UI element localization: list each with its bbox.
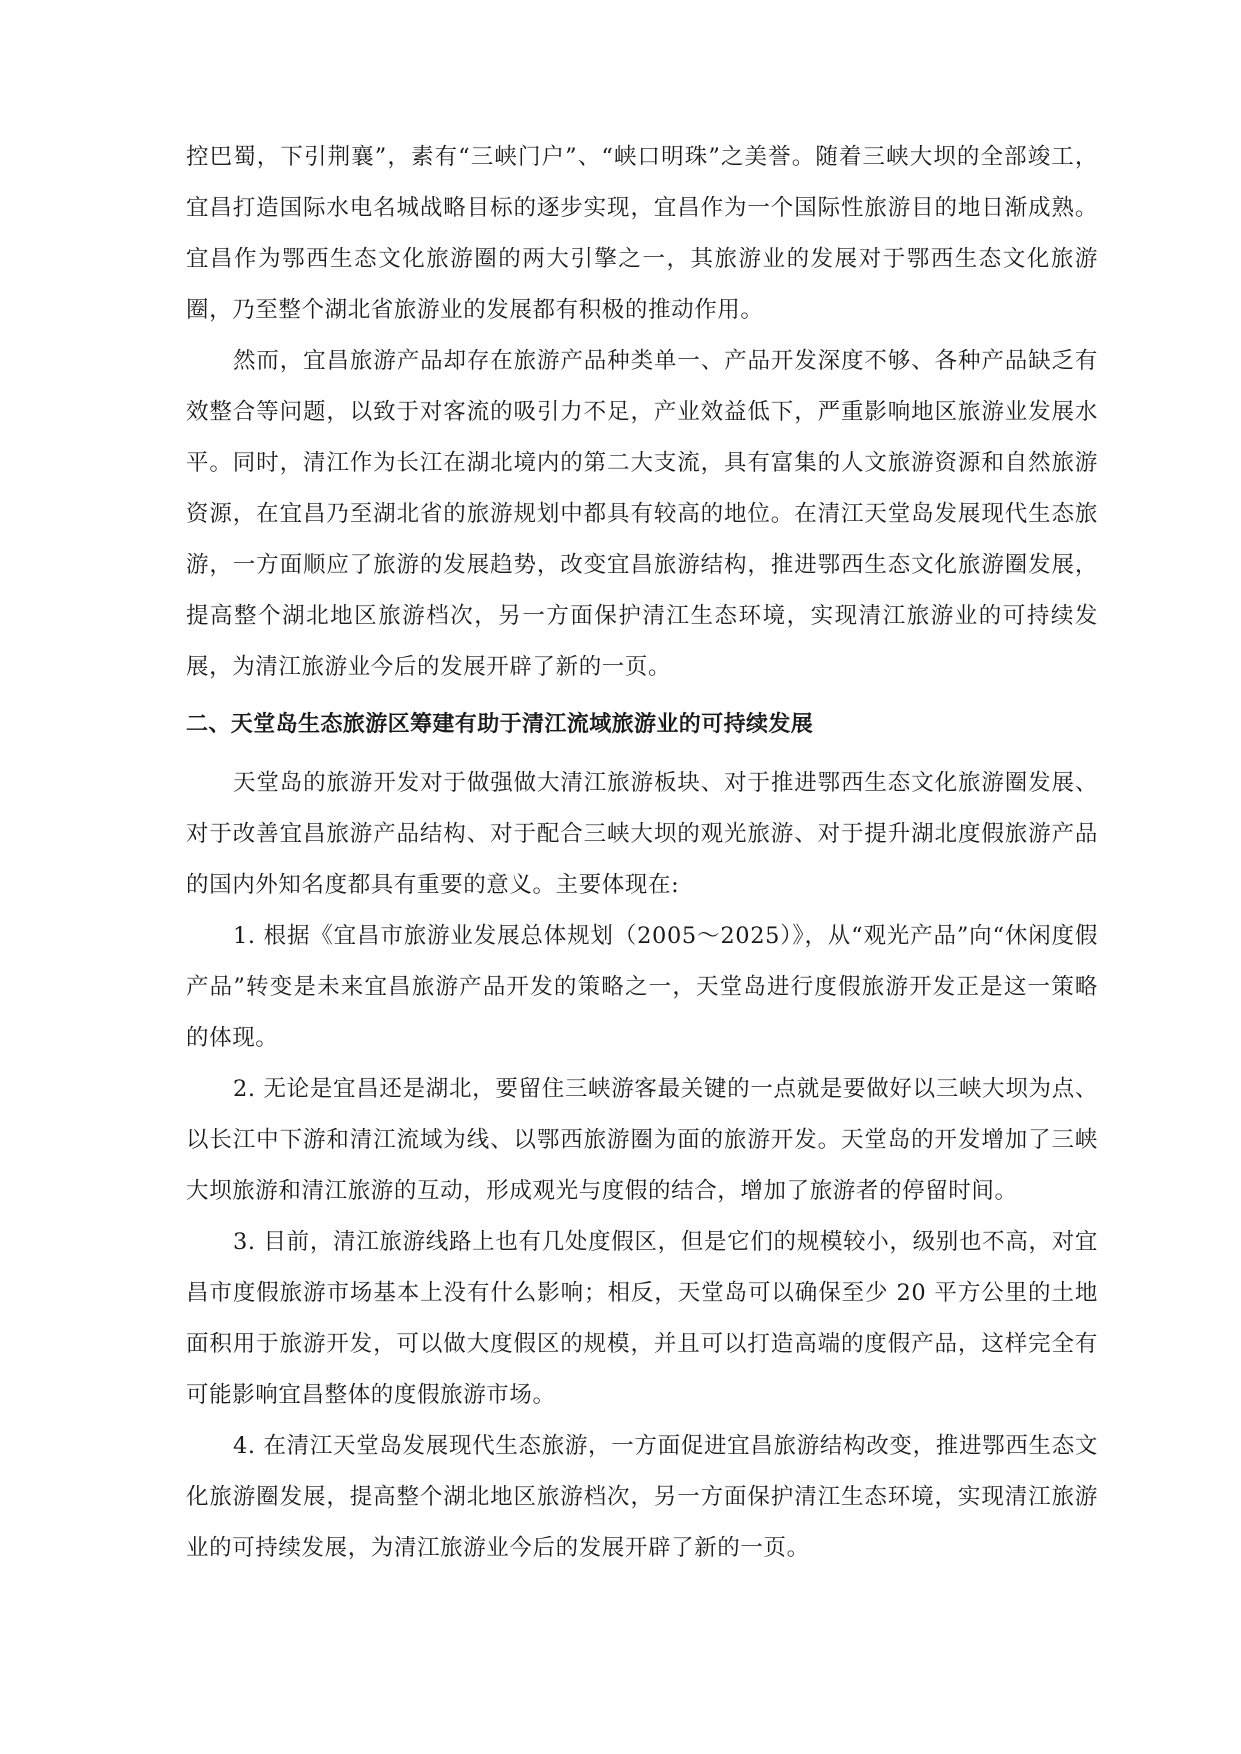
paragraph-intro: 天堂岛的旅游开发对于做强做大清江旅游板块、对于推进鄂西生态文化旅游圈发展、对于改善宜昌旅游产品结构、对于配合三峡大坝的观光旅游、对于提升湖北度假旅游产品的国内外知名度都具有重要的意义。主要体现在: xyxy=(186,770,1098,898)
list-item-3: 3. 目前，清江旅游线路上也有几处度假区，但是它们的规模较小，级别也不高，对宜昌市度假旅游市场基本上没有什么影响；相反，天堂岛可以确保至少 20 平方公里的土地面积用于旅游开发，可以做大度假区的规模，并且可以打造高端的度假产品，这样完全有可能影响宜昌整体的度假旅游市场。 xyxy=(186,1229,1098,1408)
document-body xyxy=(186,132,1098,1574)
section-heading: 二、天堂岛生态旅游区筹建有助于清江流域旅游业的可持续发展 xyxy=(186,712,814,737)
list-item-1: 1. 根据《宜昌市旅游业发展总体规划（2005～2025）》，从“观光产品”向“休闲度假产品”转变是未来宜昌旅游产品开发的策略之一，天堂岛进行度假旅游开发正是这一策略的体现。 xyxy=(186,923,1098,1051)
paragraph-continuation: 控巴蜀，下引荆襄”，素有“三峡门户”、“峡口明珠”之美誉。随着三峡大坝的全部竣工，宜昌打造国际水电名城战略目标的逐步实现，宜昌作为一个国际性旅游目的地日渐成熟。宜昌作为鄂西生态文化旅游圈的两大引擎之一，其旅游业的发展对于鄂西生态文化旅游圈，乃至整个湖北省旅游业的发展都有积极的推动作用。 xyxy=(186,144,1098,323)
list-item-4: 4. 在清江天堂岛发展现代生态旅游，一方面促进宜昌旅游结构改变，推进鄂西生态文化旅游圈发展，提高整个湖北地区旅游档次，另一方面保护清江生态环境，实现清江旅游业的可持续发展，为清江旅游业今后的发展开辟了新的一页。 xyxy=(186,1433,1098,1561)
list-item-2: 2. 无论是宜昌还是湖北，要留住三峡游客最关键的一点就是要做好以三峡大坝为点、以长江中下游和清江流域为线、以鄂西旅游圈为面的旅游开发。天堂岛的开发增加了三峡大坝旅游和清江旅游的互动，形成观光与度假的结合，增加了旅游者的停留时间。 xyxy=(186,1076,1098,1204)
paragraph-however: 然而，宜昌旅游产品却存在旅游产品种类单一、产品开发深度不够、各种产品缺乏有效整合等问题，以致于对客流的吸引力不足，产业效益低下，严重影响地区旅游业发展水平。同时，清江作为长江在湖北境内的第二大支流，具有富集的人文旅游资源和自然旅游资源，在宜昌乃至湖北省的旅游规划中都具有较高的地位。在清江天堂岛发展现代生态旅游，一方面顺应了旅游的发展趋势，改变宜昌旅游结构，推进鄂西生态文化旅游圈发展，提高整个湖北地区旅游档次，另一方面保护清江生态环境，实现清江旅游业的可持续发展，为清江旅游业今后的发展开辟了新的一页。 xyxy=(186,348,1098,680)
